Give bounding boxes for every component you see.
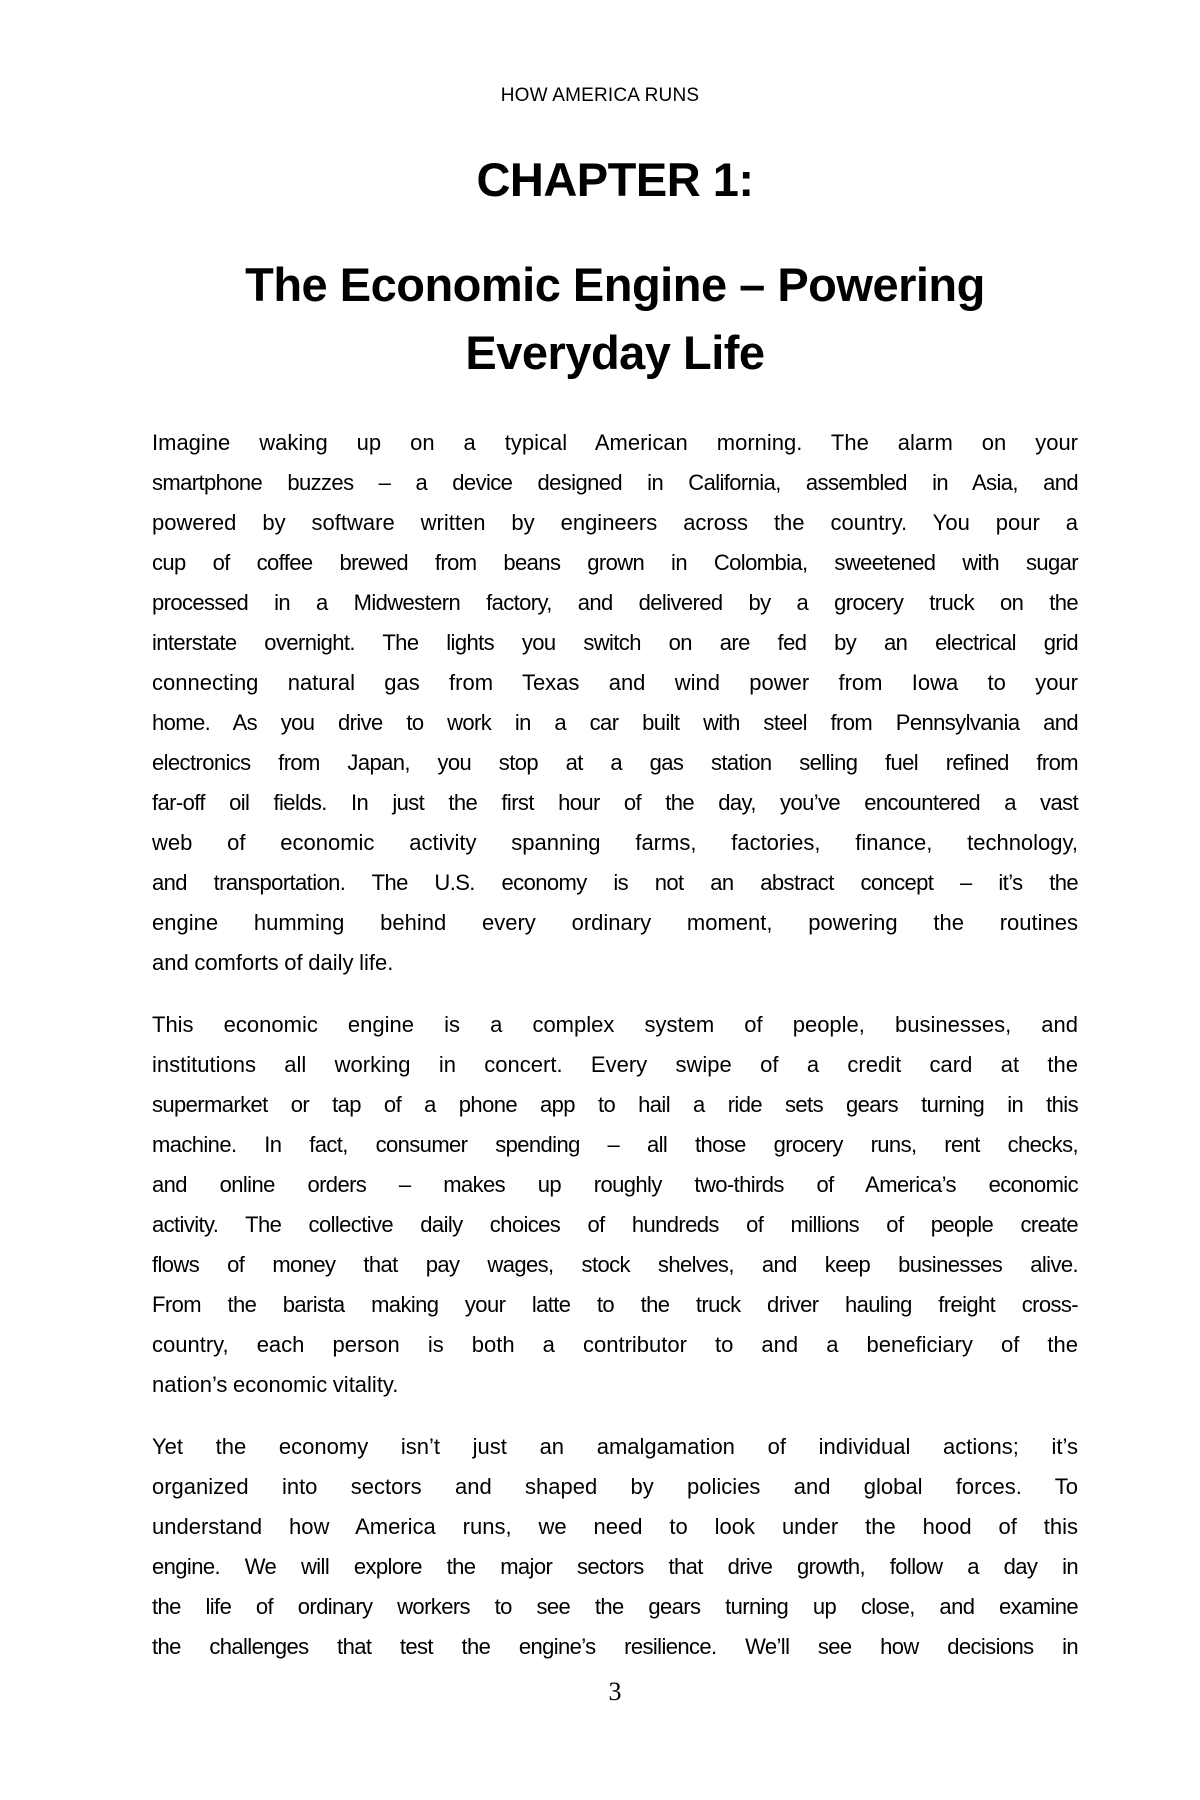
text-line: institutions all working in concert. Every swipe of a credit card at the [152, 1052, 1078, 1077]
text-line: organized into sectors and shaped by policies and global forces. To [152, 1474, 1078, 1499]
running-header: HOW AMERICA RUNS [500, 85, 700, 106]
text-line: understand how America runs, we need to look under the hood of this [152, 1514, 1078, 1539]
text-line: nation’s economic vitality. [152, 1372, 399, 1397]
text-line: far-off oil fields. In just the first hour of the day, you’ve encountered a vast [152, 790, 1078, 815]
text-line: connecting natural gas from Texas and wind power from Iowa to your [152, 670, 1078, 695]
chapter-title: CHAPTER 1: [476, 153, 754, 206]
text-line: Yet the economy isn’t just an amalgamation of individual actions; it’s [152, 1434, 1078, 1459]
text-line: engine humming behind every ordinary moment, powering the routines [152, 910, 1078, 935]
chapter-subtitle-line: Everyday Life [465, 326, 765, 379]
chapter-subtitle [152, 251, 1078, 387]
text-line: Imagine waking up on a typical American morning. The alarm on your [152, 430, 1078, 455]
chapter-body [152, 423, 1078, 1689]
text-line: flows of money that pay wages, stock shelves, and keep businesses alive. [152, 1252, 1078, 1277]
text-line: and online orders – makes up roughly two-thirds of America’s economic [152, 1172, 1078, 1197]
paragraph-2 [152, 1005, 1078, 1405]
text-line: cup of coffee brewed from beans grown in Colombia, sweetened with sugar [152, 550, 1078, 575]
text-line: activity. The collective daily choices of hundreds of millions of people create [152, 1212, 1078, 1237]
paragraph-1 [152, 423, 1078, 983]
text-line: engine. We will explore the major sectors that drive growth, follow a day in [152, 1554, 1078, 1579]
text-line: and comforts of daily life. [152, 950, 394, 975]
chapter-subtitle-line: The Economic Engine – Powering [245, 258, 985, 311]
text-line: supermarket or tap of a phone app to hail a ride sets gears turning in this [152, 1092, 1078, 1117]
text-line: interstate overnight. The lights you switch on are fed by an electrical grid [152, 630, 1078, 655]
text-line: country, each person is both a contributor to and a beneficiary of the [152, 1332, 1078, 1357]
text-line: home. As you drive to work in a car built with steel from Pennsylvania and [152, 710, 1078, 735]
text-line: smartphone buzzes – a device designed in California, assembled in Asia, and [152, 470, 1078, 495]
text-line: From the barista making your latte to the truck driver hauling freight cross- [152, 1292, 1078, 1317]
paragraph-3 [152, 1427, 1078, 1667]
page-number: 3 [608, 1677, 622, 1706]
text-line: machine. In fact, consumer spending – all those grocery runs, rent checks, [152, 1132, 1078, 1157]
text-line: processed in a Midwestern factory, and delivered by a grocery truck on the [152, 590, 1078, 615]
text-line: the life of ordinary workers to see the gears turning up close, and examine [152, 1594, 1078, 1619]
text-line: and transportation. The U.S. economy is not an abstract concept – it’s the [152, 870, 1078, 895]
text-line: web of economic activity spanning farms, factories, finance, technology, [152, 830, 1078, 855]
text-line: This economic engine is a complex system of people, businesses, and [152, 1012, 1078, 1037]
text-line: the challenges that test the engine’s resilience. We’ll see how decisions in [152, 1634, 1078, 1659]
text-line: electronics from Japan, you stop at a gas station selling fuel refined from [152, 750, 1078, 775]
text-line: powered by software written by engineers across the country. You pour a [152, 510, 1078, 535]
